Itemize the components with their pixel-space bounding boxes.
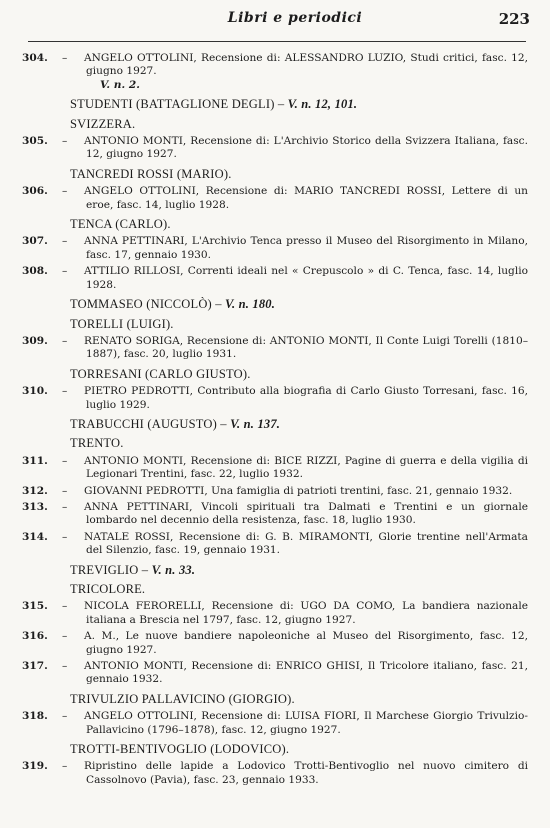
entry-dash: – (62, 630, 68, 643)
entry-body (86, 501, 528, 528)
subject-heading-text: TREVIGLIO – (70, 562, 152, 577)
entry-number: 319. (22, 760, 48, 773)
subject-heading-text: TRICOLORE. (70, 582, 146, 596)
subject-heading (22, 564, 528, 577)
entry-body (86, 531, 528, 558)
page-number: 223 (498, 10, 530, 28)
bibliography-entry (22, 710, 528, 737)
entry-dash: – (62, 135, 68, 148)
entry-dash: – (62, 760, 68, 773)
header-rule (28, 41, 526, 42)
entry-text: ANGELO OTTOLINI, Recensione di: MARIO TANCREDI ROSSI, Lettere di un eroe, fasc. 14, luglio 1928. (84, 185, 528, 211)
entry-number: 304. (22, 52, 48, 64)
entry-body (86, 135, 528, 162)
bibliography-entry (22, 235, 528, 262)
entry-number: 307. (22, 235, 48, 248)
subject-heading-text: TROTTI-BENTIVOGLIO (LODOVICO). (70, 742, 290, 757)
entry-text: ANTONIO MONTI, Recensione di: BICE RIZZI, Pagine di guerra e della vigilia di Legionari Trentini, fasc. 22, luglio 1932. (84, 454, 528, 481)
subject-heading (22, 318, 528, 331)
entry-body (86, 235, 528, 262)
entry-number: 311. (22, 454, 48, 467)
cross-reference: V. n. 12, 101. (287, 97, 358, 112)
subject-heading (22, 368, 528, 381)
cross-reference: V. n. 180. (225, 297, 276, 312)
bibliography-list (22, 52, 528, 790)
running-title: Libri e periodici (227, 10, 363, 26)
entry-text: Ripristino delle lapide a Lodovico Trotti-Bentivoglio nel nuovo cimitero di Cassolnovo (Pavia), fasc. 23, gennaio 1933. (84, 760, 528, 786)
entry-text: ANNA PETTINARI, Vincoli spirituali tra Dalmati e Trentini e un giornale lombardo nel decennio della resistenza, fasc. 18, luglio 1930. (84, 500, 528, 527)
subject-heading (22, 743, 528, 756)
bibliography-entry (22, 335, 528, 362)
subject-heading-text: SVIZZERA. (70, 116, 136, 131)
entry-text: ANGELO OTTOLINI, Recensione di: ALESSANDRO LUZIO, Studi critici, fasc. 12, giugno 1927. (84, 52, 528, 78)
entry-text: RENATO SORIGA, Recensione di: ANTONIO MONTI, Il Conte Luigi Torelli (1810–1887), fasc. 20, luglio 1931. (84, 334, 528, 361)
entry-body (86, 710, 528, 737)
entry-dash: – (62, 660, 68, 673)
entry-dash: – (62, 500, 68, 513)
entry-body (86, 185, 528, 212)
entry-text: PIETRO PEDROTTI, Contributo alla biografia di Carlo Giusto Torresani, fasc. 16, luglio 1929. (84, 385, 528, 411)
cross-reference: V. n. 33. (151, 562, 196, 577)
entry-dash: – (62, 710, 68, 723)
subject-heading-text: TANCREDI ROSSI (MARIO). (70, 166, 232, 181)
entry-number: 305. (22, 135, 48, 148)
entry-number: 314. (22, 530, 48, 543)
entry-text: NATALE ROSSI, Recensione di: G. B. MIRAMONTI, Glorie trentine nell'Armata del Silenzio, fasc. 19, gennaio 1931. (84, 530, 528, 557)
entry-dash: – (62, 385, 68, 398)
entry-number: 316. (22, 630, 48, 643)
subject-heading-text: TENCA (CARLO). (70, 217, 171, 232)
cross-reference: V. n. 137. (230, 416, 281, 431)
entry-dash: – (62, 600, 68, 613)
bibliography-entry (22, 385, 528, 412)
subject-heading (22, 118, 528, 131)
subject-heading (22, 298, 528, 311)
entry-number: 308. (22, 265, 48, 278)
entry-text: A. M., Le nuove bandiere napoleoniche al Museo del Risorgimento, fasc. 12, giugno 1927. (84, 630, 528, 656)
entry-body (86, 760, 528, 787)
subject-heading-text: TRIVULZIO PALLAVICINO (GIORGIO). (70, 691, 295, 706)
entry-number: 309. (22, 334, 48, 347)
entry-number: 315. (22, 600, 48, 613)
entry-body (86, 265, 528, 292)
bibliography-entry (22, 760, 528, 787)
entry-body (86, 52, 528, 92)
entry-number: 317. (22, 660, 48, 673)
entry-text: GIOVANNI PEDROTTI, Una famiglia di patrioti trentini, fasc. 21, gennaio 1932. (84, 484, 513, 497)
subject-heading-text: TRABUCCHI (AUGUSTO) – (70, 416, 231, 431)
bibliography-entry (22, 135, 528, 162)
entry-dash: – (62, 52, 68, 64)
entry-dash: – (62, 530, 68, 543)
entry-text: ANGELO OTTOLINI, Recensione di: LUISA FIORI, Il Marchese Giorgio Trivulzio-Pallavicino (1796–1878), fasc. 12, giugno 1927. (84, 710, 528, 736)
entry-dash: – (62, 454, 68, 467)
running-header (60, 10, 530, 32)
entry-dash: – (62, 484, 68, 497)
entry-text: ANNA PETTINARI, L'Archivio Tenca presso il Museo del Risorgimento in Milano, fasc. 17, gennaio 1930. (84, 235, 528, 261)
entry-body (86, 600, 528, 627)
bibliography-entry (22, 630, 528, 657)
entry-dash: – (62, 235, 68, 248)
entry-dash: – (62, 265, 68, 278)
entry-text: NICOLA FERORELLI, Recensione di: UGO DA COMO, La bandiera nazionale italiana a Brescia nel 1797, fasc. 12, giugno 1927. (84, 600, 528, 626)
bibliography-entry (22, 660, 528, 687)
entry-number: 306. (22, 185, 48, 198)
subject-heading (22, 218, 528, 231)
entry-body (86, 660, 528, 687)
subject-heading-text: TRENTO. (70, 436, 124, 451)
subject-heading (22, 693, 528, 706)
entry-body (86, 630, 528, 657)
subject-heading (22, 418, 528, 431)
bibliography-entry (22, 600, 528, 627)
entry-body (86, 455, 528, 482)
bibliography-entry (22, 185, 528, 212)
subject-heading (22, 437, 528, 450)
entry-body (86, 485, 528, 498)
bibliography-entry (22, 531, 528, 558)
subject-heading-text: TORELLI (LUIGI). (70, 316, 174, 331)
entry-number: 318. (22, 710, 48, 723)
entry-text: ATTILIO RILLOSI, Correnti ideali nel « Crepuscolo » di C. Tenca, fasc. 14, luglio 1928. (84, 265, 528, 291)
bibliography-entry (22, 265, 528, 292)
bibliography-entry (22, 485, 528, 498)
bibliography-entry (22, 52, 528, 92)
subject-heading (22, 583, 528, 596)
subject-heading-text: TORRESANI (CARLO GIUSTO). (70, 366, 251, 381)
cross-reference: V. n. 2. (100, 78, 140, 91)
entry-dash: – (62, 185, 68, 198)
subject-heading (22, 98, 528, 111)
bibliography-entry (22, 501, 528, 528)
entry-number: 310. (22, 385, 48, 398)
entry-dash: – (62, 334, 68, 347)
entry-text: ANTONIO MONTI, Recensione di: ENRICO GHISI, Il Tricolore italiano, fasc. 21, gennaio 1932. (84, 660, 528, 686)
entry-number: 312. (22, 484, 48, 497)
entry-text: ANTONIO MONTI, Recensione di: L'Archivio Storico della Svizzera Italiana, fasc. 12, giugno 1927. (84, 135, 528, 161)
entry-body (86, 335, 528, 362)
bibliography-entry (22, 455, 528, 482)
subject-heading (22, 168, 528, 181)
entry-body (86, 385, 528, 412)
subject-heading-text: TOMMASEO (NICCOLÒ) – (70, 297, 226, 312)
entry-number: 313. (22, 500, 48, 513)
subject-heading-text: STUDENTI (BATTAGLIONE DEGLI) – (70, 97, 288, 112)
